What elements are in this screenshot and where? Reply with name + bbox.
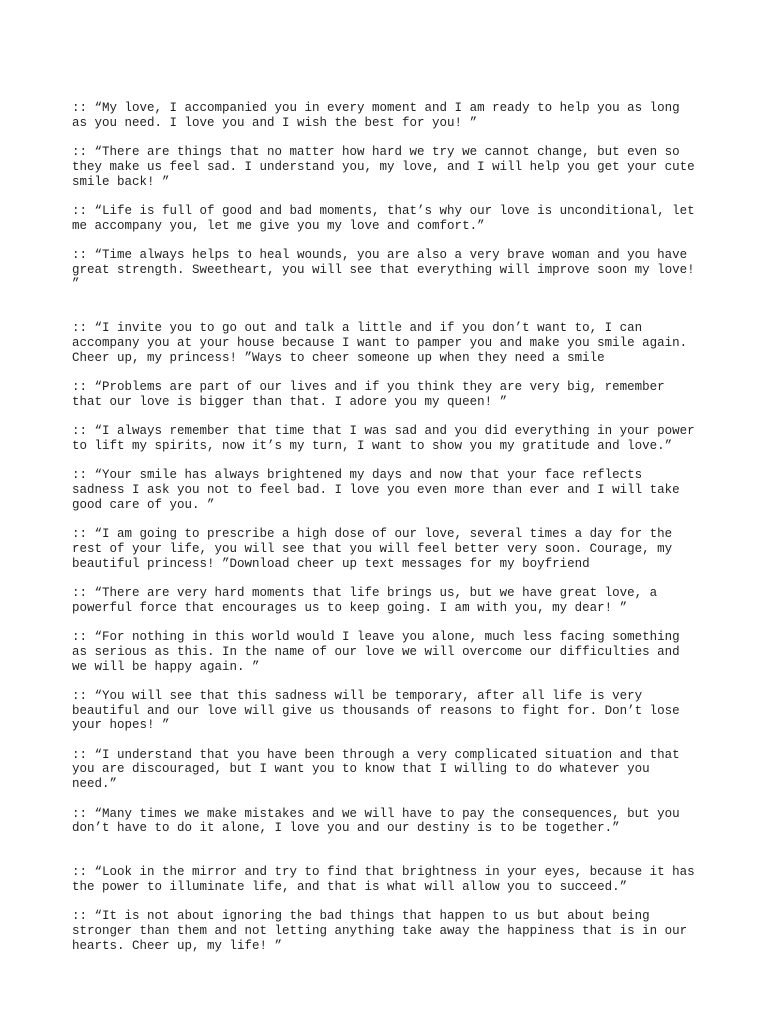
quote-paragraph-1: :: “My love, I accompanied you in every moment and I am ready to help you as long as you need. I love you and I wish the best for you! ” — [72, 101, 688, 130]
quote-paragraph-11: :: “For nothing in this world would I leave you alone, much less facing something as serious as this. In the name of our love we will overcome our difficulties and we will be happy again. ” — [72, 630, 688, 674]
quote-paragraph-9: :: “I am going to prescribe a high dose of our love, several times a day for the rest of your life, you will see that you will feel better very soon. Courage, my beautiful princess! ”Download cheer up text messages for my boyfriend — [72, 527, 680, 571]
quote-paragraph-2: :: “There are things that no matter how hard we try we cannot change, but even so they make us feel sad. I understand you, my love, and I will help you get your cute smile back! ” — [72, 145, 703, 189]
quote-paragraph-14: :: “Many times we make mistakes and we will have to pay the consequences, but you don’t have to do it alone, I love you and our destiny is to be together.” — [72, 806, 688, 836]
quote-paragraph-16: :: “It is not about ignoring the bad things that happen to us but about being stronger than them and not letting anything take away the happiness that is in our hearts. Cheer up, my life! ” — [72, 909, 695, 953]
quote-paragraph-15: :: “Look in the mirror and try to find that brightness in your eyes, because it has the power to illuminate life, and that is what will allow you to succeed.” — [72, 865, 703, 895]
quote-paragraph-13: :: “I understand that you have been through a very complicated situation and that you are discouraged, but I want you to know that I willing to do whatever you need.” — [72, 747, 688, 792]
quote-paragraph-3: :: “Life is full of good and bad moments, that’s why our love is unconditional, let me accompany you, let me give you my love and comfort.” — [72, 203, 703, 233]
quote-paragraph-6: :: “Problems are part of our lives and if you think they are very big, remember that our love is bigger than that. I adore you my queen! ” — [72, 380, 673, 409]
quote-paragraph-12: :: “You will see that this sadness will be temporary, after all life is very beautiful and our love will give us thousands of reasons to fight for. Don’t lose your hopes! ” — [72, 688, 688, 733]
document-body — [72, 101, 702, 954]
quote-paragraph-7: :: “I always remember that time that I was sad and you did everything in your power to lift my spirits, now it’s my turn, I want to show you my gratitude and love.” — [72, 424, 703, 454]
quote-paragraph-5: :: “I invite you to go out and talk a little and if you don’t want to, I can accompany you at your house because I want to pamper you and make you smile again. Cheer up, my princess! ”Ways to cheer someone up when they need a smile — [72, 321, 695, 365]
quote-paragraph-8: :: “Your smile has always brightened my days and now that your face reflects sadness I ask you not to feel bad. I love you even more than ever and I will take good care of you. ” — [72, 468, 688, 512]
quote-paragraph-4: :: “Time always helps to heal wounds, you are also a very brave woman and you have great strength. Sweetheart, you will see that everything will improve soon my love! ” — [72, 247, 703, 292]
quote-paragraph-10: :: “There are very hard moments that life brings us, but we have great love, a powerful force that encourages us to keep going. I am with you, my dear! ” — [72, 586, 665, 615]
